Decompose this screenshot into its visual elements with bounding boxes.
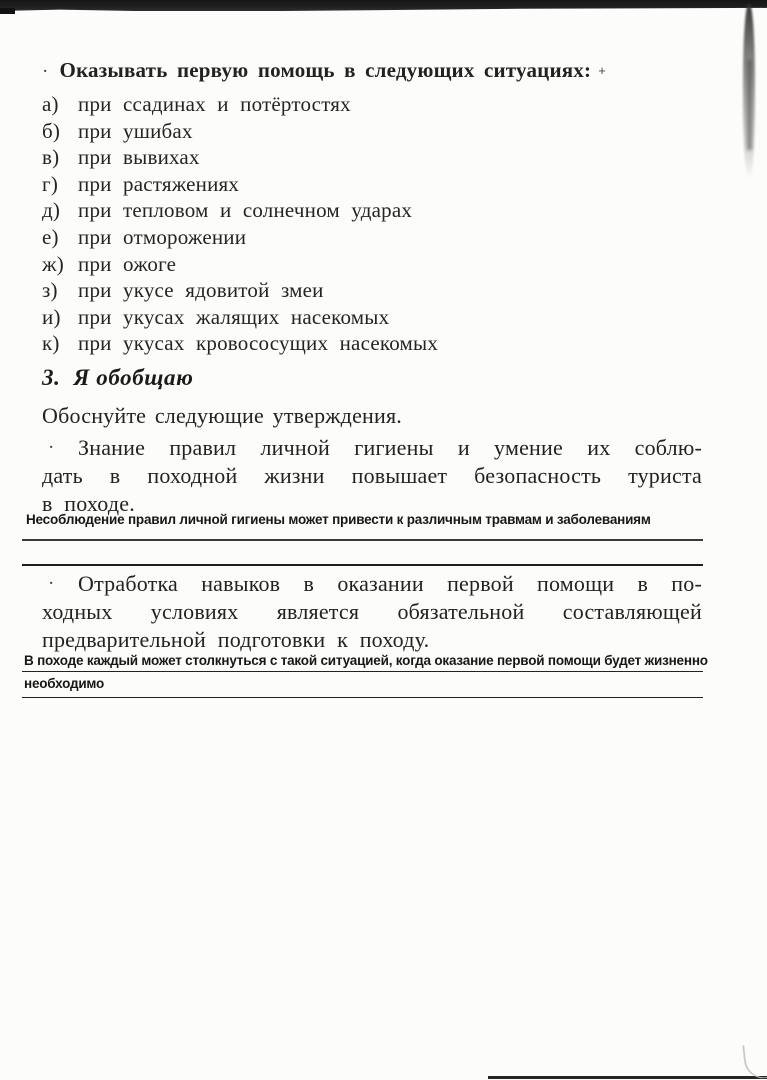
section-heading [42, 365, 194, 391]
answer-line [22, 671, 703, 672]
list-item [42, 91, 438, 118]
list-item [42, 277, 438, 304]
list-item-text: при укусах кровососущих насекомых [78, 331, 439, 356]
statement-line [42, 570, 702, 598]
list-item-text: при укусе ядовитой змеи [78, 278, 324, 303]
list-item-letter: з) [42, 278, 58, 303]
list-item [42, 304, 438, 331]
list-item-letter: в) [42, 145, 60, 170]
answer-line [22, 539, 703, 541]
list-item-text: при тепловом и солнечном ударах [78, 198, 413, 223]
section-title: Я обобщаю [73, 365, 194, 390]
list-item-text: при ожоге [78, 251, 177, 276]
list-item [42, 251, 438, 278]
list-item-text: при вывихах [78, 145, 200, 170]
list-item [42, 118, 438, 145]
typed-answer-2-line-2: необходимо [24, 676, 105, 691]
section-number: 3. [42, 365, 61, 390]
list-item-letter: д) [42, 198, 61, 223]
statement-1 [42, 434, 702, 518]
list-item [42, 197, 438, 224]
answer-line [22, 697, 703, 698]
page-curl-mark [742, 1043, 767, 1080]
list-item-text: при растяжениях [78, 171, 240, 196]
list-item [42, 224, 438, 251]
instruction-text: Обоснуйте следующие утверждения. [42, 403, 403, 428]
bullet-dot-icon: · [48, 437, 55, 458]
scan-smudge-right-inner [747, 60, 752, 150]
bullet-dot-icon: · [42, 61, 49, 82]
list-item-text: при ссадинах и потёртостях [78, 92, 351, 116]
list-item-letter: а) [42, 92, 59, 116]
statement-line [42, 434, 702, 462]
statement-line: предварительной подготовки к походу. [42, 627, 430, 652]
statement-line: дать в походной жизни повышает безопасность туриста [42, 463, 702, 488]
list-item [42, 171, 438, 198]
list-item-letter: е) [42, 224, 59, 249]
situations-list [42, 91, 438, 357]
statement-2 [42, 570, 702, 654]
list-item [42, 144, 438, 171]
list-item-text: при отморожении [78, 224, 247, 249]
statement-line-text: Отработка навыков в оказании первой помощи в по- [78, 571, 702, 596]
scan-edge-top [0, 0, 767, 11]
list-item-letter: ж) [42, 251, 64, 276]
list-item-text: при укусах жалящих насекомых [78, 304, 390, 329]
list-item-letter: б) [42, 118, 61, 143]
typed-answer-1: Несоблюдение правил личной гигиены может привести к различным травмам и заболеваниям [26, 512, 651, 527]
answer-line [22, 564, 703, 566]
bullet-dot-icon: · [48, 573, 55, 594]
list-item-text: при ушибах [78, 118, 193, 143]
typed-answer-2-line-1: В походе каждый может столкнуться с такой ситуацией, когда оказание первой помощи будет жизненно [24, 653, 708, 668]
list-item-letter: и) [42, 304, 61, 329]
statement-line-text: Знание правил личной гигиены и умение их соблю- [78, 435, 702, 460]
grader-plus-mark: + [598, 63, 607, 78]
list-heading [42, 58, 606, 83]
list-item-letter: г) [42, 171, 59, 196]
statement-line: в походе. [42, 491, 135, 516]
list-item-letter: к) [42, 331, 60, 356]
list-heading-text: Оказывать первую помощь в следующих ситуациях: [59, 58, 592, 82]
scan-edge-bottom [488, 1076, 767, 1079]
statement-line: ходных условиях является обязательной составляющей [42, 599, 702, 624]
scan-edge-notch [0, 8, 15, 14]
list-item [42, 330, 438, 357]
